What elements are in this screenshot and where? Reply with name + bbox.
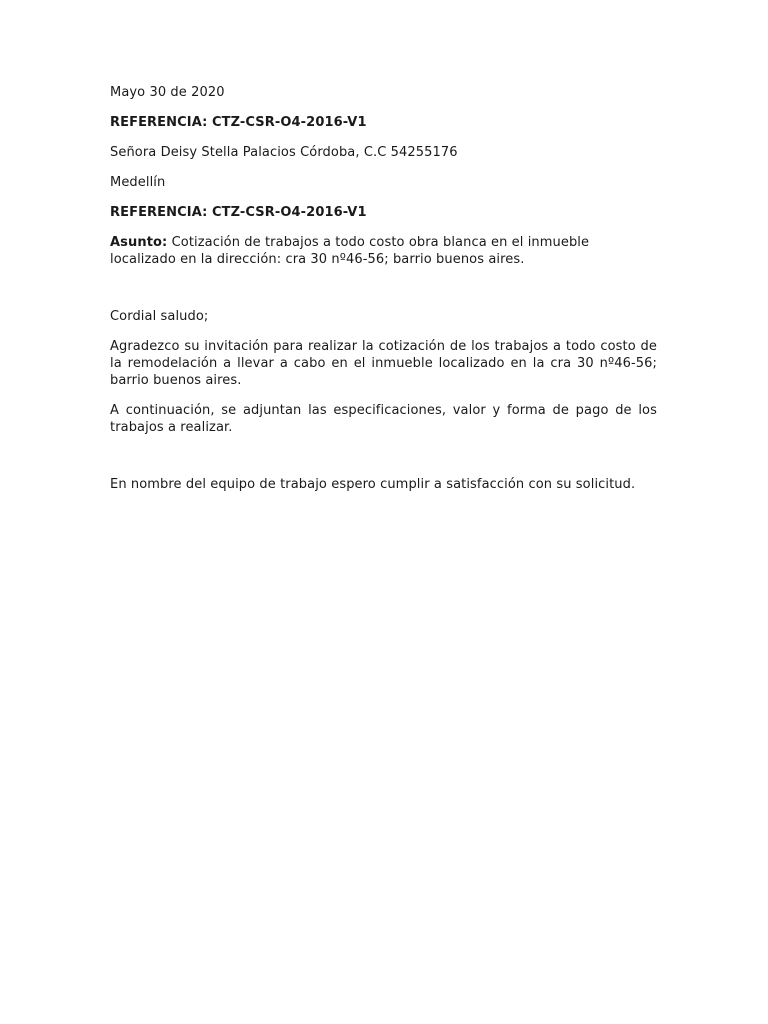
body-paragraph-attachments: A continuación, se adjuntan las especificaciones, valor y forma de pago de los trabajos a realizar. [110,403,657,435]
recipient-line: Señora Deisy Stella Palacios Córdoba, C.C 54255176 [110,145,458,160]
subject-paragraph [110,234,657,268]
body-paragraph-invitation: Agradezco su invitación para realizar la cotización de los trabajos a todo costo de la remodelación a llevar a cabo en el inmueble localizado en la cra 30 nº46-56; barrio buenos aires. [110,339,657,388]
city-line: Medellín [110,175,166,190]
letter-date: Mayo 30 de 2020 [110,85,225,100]
greeting-line: Cordial saludo; [110,309,209,324]
subject-text: Cotización de trabajos a todo costo obra blanca en el inmueble localizado en la dirección: cra 30 nº46-56; barrio buenos aires. [110,235,590,267]
reference-line: REFERENCIA: CTZ-CSR-O4-2016-V1 [110,115,367,130]
reference-line-repeat: REFERENCIA: CTZ-CSR-O4-2016-V1 [110,205,367,220]
closing-line: En nombre del equipo de trabajo espero cumplir a satisfacción con su solicitud. [110,477,636,492]
subject-label: Asunto: [110,235,168,250]
letter-body [110,84,657,493]
